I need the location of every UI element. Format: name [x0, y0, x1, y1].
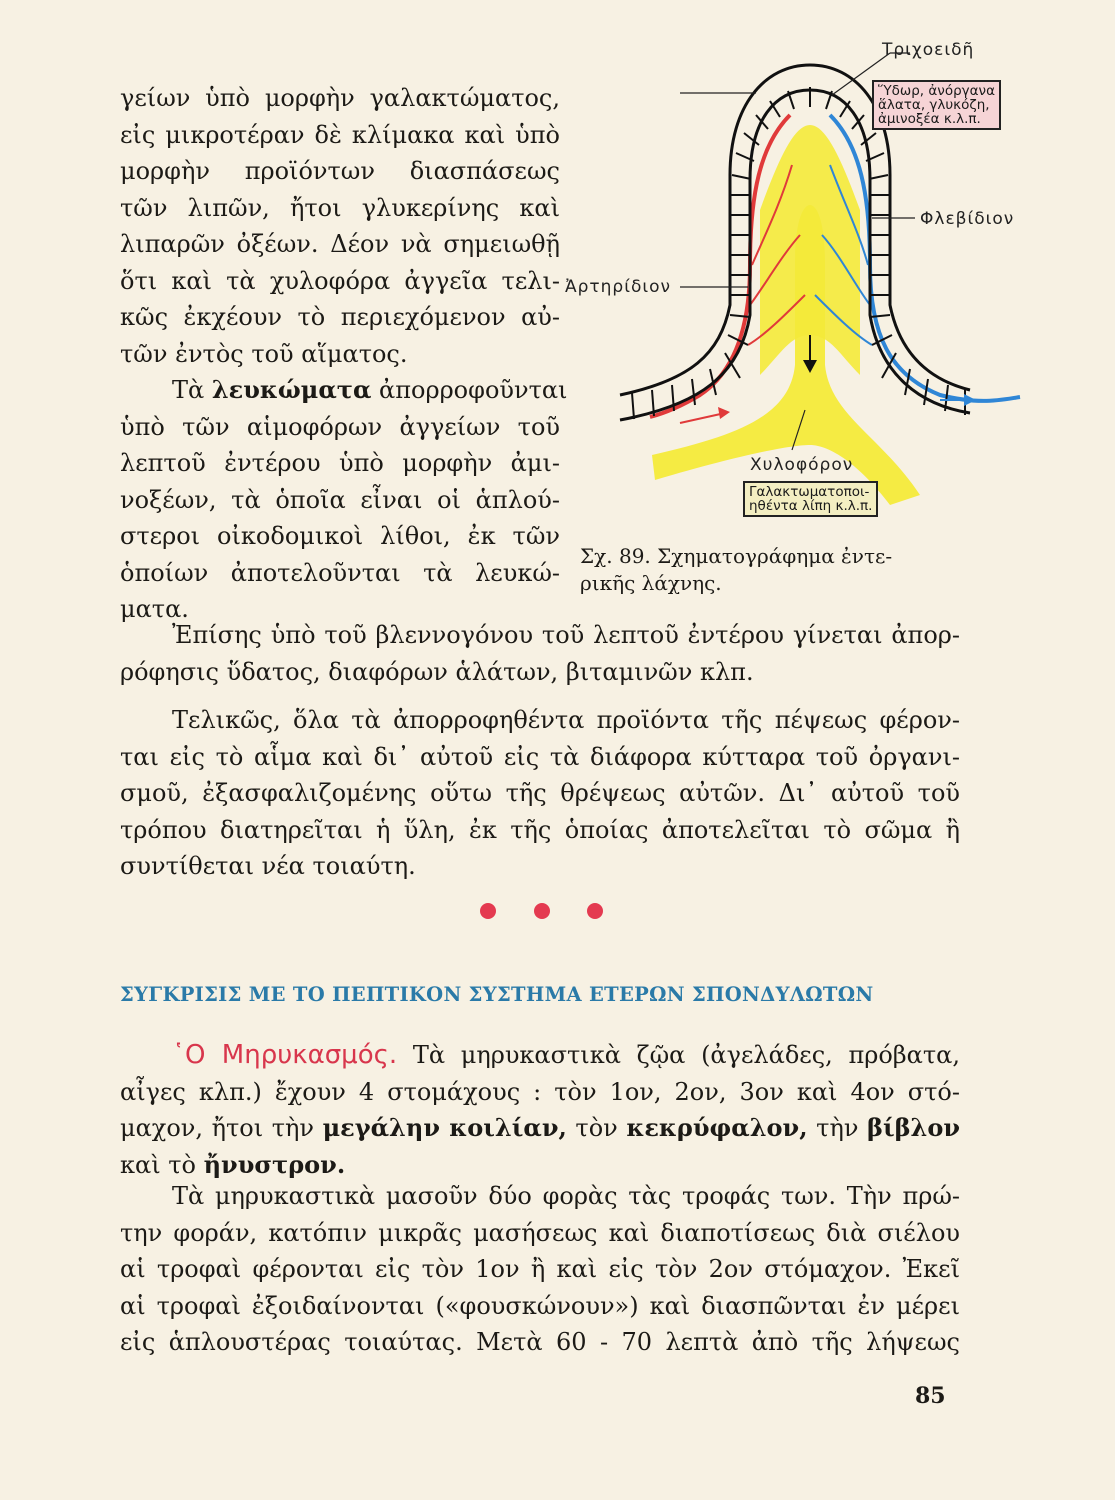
- text-run: τὸν: [566, 1114, 627, 1142]
- box-line: ἅλατα, γλυκόζη,: [878, 97, 990, 113]
- box-line: ηθέντα λίπη κ.λ.π.: [749, 498, 873, 514]
- text-line: σμοῦ, ἐξασφαλιζομένης οὕτω τῆς θρέψεως αὐτῶν. Δι᾿ αὐτοῦ τοῦ: [120, 779, 960, 807]
- label-capillaries: Τριχοειδῆ: [882, 40, 975, 60]
- text-line: εἰς ἁπλουστέρας τοιαύτας. Μετὰ 60 - 70 λεπτὰ ἀπὸ τῆς λήψεως: [120, 1328, 960, 1356]
- text-line: τρόπου διατηρεῖται ἡ ὕλη, ἐκ τῆς ὁποίας ἀποτελεῖται τὸ σῶμα ἢ: [120, 815, 960, 844]
- text-line: αἶγες κλπ.) ἔχουν 4 στομάχους : τὸν 1ον, 2ον, 3ον καὶ 4ον στό-: [120, 1077, 960, 1106]
- text-line: αἱ τροφαὶ φέρονται εἰς τὸν 1ον ἢ καὶ εἰς τὸν 2ον στόμαχον. Ἐκεῖ: [120, 1255, 960, 1283]
- label-venule: Φλεβίδιον: [920, 209, 1015, 229]
- caption-line: Σχ. 89. Σχηματογράφημα ἐντε-: [580, 544, 893, 568]
- highlight-term: ῾Ο Μηρυκασμός.: [172, 1040, 398, 1070]
- absorbed-substances-box: [872, 80, 1001, 130]
- text-line: στεροι οἰκοδομικοὶ λίθοι, ἐκ τῶν: [120, 522, 560, 550]
- paragraph-intro: [120, 80, 560, 372]
- box-line: ἀμινοξέα κ.λ.π.: [878, 111, 981, 127]
- separator-dot: [587, 903, 603, 919]
- text-line: ρόφησις ὕδατος, διαφόρων ἁλάτων, βιταμινῶν κλπ.: [120, 657, 754, 686]
- text-line: τῶν λιπῶν, ἤτοι γλυκερίνης καὶ: [120, 193, 560, 222]
- page-number: 85: [915, 1383, 946, 1409]
- text-line: αἱ τροφαὶ ἐξοιδαίνονται («φουσκώνουν») καὶ διασπῶνται ἐν μέρει: [120, 1291, 960, 1320]
- bold-term: κεκρύφαλον,: [626, 1113, 808, 1142]
- box-line: Γαλακτωματοποι-: [749, 484, 870, 500]
- text-run: Τὰ: [172, 376, 212, 404]
- text-run: μαχον, ἤτοι τὴν: [120, 1114, 323, 1142]
- paragraph-final: [120, 702, 960, 885]
- label-arteriole: Ἀρτηρίδιον: [565, 277, 672, 297]
- text-line: [120, 372, 568, 409]
- text-line: ται εἰς τὸ αἷμα καὶ δι᾿ αὐτοῦ εἰς τὰ διάφορα κύτταρα τοῦ ὀργανι-: [120, 742, 960, 771]
- text-run: καὶ τὸ: [120, 1150, 204, 1179]
- text-run: Τὰ μηρυκαστικὰ ζῷα (ἀγελάδες, πρόβατα,: [397, 1041, 960, 1069]
- villus-figure: [560, 35, 1080, 545]
- text-line: Τὰ μηρυκαστικὰ μασοῦν δύο φορὰς τὰς τροφάς των. Τὴν πρώ-: [172, 1182, 960, 1210]
- paragraph-chewing: [120, 1178, 960, 1361]
- text-line: ὑπὸ τῶν αἱμοφόρων ἀγγείων τοῦ: [120, 412, 560, 441]
- bold-term: μεγάλην κοιλίαν,: [322, 1113, 567, 1142]
- text-line: ματα.: [120, 595, 189, 623]
- text-line: νοξέων, τὰ ὁποῖα εἶναι οἱ ἁπλού-: [120, 485, 560, 514]
- text-line: συντίθεται νέα τοιαύτη.: [120, 852, 416, 880]
- text-line: Ἐπίσης ὑπὸ τοῦ βλεννογόνου τοῦ λεπτοῦ ἐντέρου γίνεται ἀπορ-: [172, 621, 960, 649]
- separator-dot: [534, 903, 550, 919]
- paragraph-rumination: [120, 1037, 960, 1183]
- text-line: την φοράν, κατόπιν μικρᾶς μασήσεως καὶ διαποτίσεως διὰ σιέλου: [120, 1218, 960, 1247]
- fats-box: [743, 481, 878, 517]
- text-line: γείων ὑπὸ μορφὴν γαλακτώματος,: [120, 84, 560, 112]
- text-line: μορφὴν προϊόντων διασπάσεως: [120, 157, 560, 185]
- text-line: λιπαρῶν ὀξέων. Δέον νὰ σημειωθῇ: [120, 230, 560, 258]
- text-line: λεπτοῦ ἐντέρου ὑπὸ μορφὴν ἀμι-: [120, 449, 560, 477]
- text-line: [120, 1110, 960, 1147]
- bold-term: βίβλον: [867, 1113, 960, 1142]
- text-line: Τελικῶς, ὅλα τὰ ἀπορροφηθέντα προϊόντα τῆς πέψεως φέρον-: [172, 706, 960, 734]
- text-line: ὅτι καὶ τὰ χυλοφόρα ἀγγεῖα τελι-: [120, 266, 560, 295]
- paragraph-proteins: [120, 372, 568, 628]
- text-run: ἀπορροφοῦνται: [371, 376, 568, 404]
- text-line: [120, 1037, 960, 1074]
- paragraph-water: [120, 617, 960, 690]
- text-line: κῶς ἐκχέουν τὸ περιεχόμενον αὐ-: [120, 303, 560, 331]
- separator-dot: [480, 903, 496, 919]
- figure-caption: [580, 543, 960, 597]
- bold-term: λευκώματα: [211, 375, 372, 404]
- text-run: τὴν: [807, 1114, 868, 1142]
- text-line: εἰς μικροτέραν δὲ κλίμακα καὶ ὑπὸ: [120, 120, 560, 149]
- section-heading: ΣΥΓΚΡΙΣΙΣ ΜΕ ΤΟ ΠΕΠΤΙΚΟΝ ΣΥΣΤΗΜΑ ΕΤΕΡΩΝ ΣΠΟΝΔΥΛΩΤΩΝ: [120, 983, 874, 1006]
- bold-term: ἤνυστρον.: [203, 1149, 346, 1179]
- flow-arrow: [680, 413, 725, 423]
- caption-line: ρικῆς λάχνης.: [580, 571, 722, 595]
- section-separator: [480, 903, 620, 923]
- text-line: ὁποίων ἀποτελοῦνται τὰ λευκώ-: [120, 558, 560, 587]
- label-lacteal: Χυλοφόρον: [750, 455, 854, 475]
- text-line: τῶν ἐντὸς τοῦ αἵματος.: [120, 339, 408, 368]
- box-line: Ὕδωρ, ἀνόργανα: [878, 83, 995, 99]
